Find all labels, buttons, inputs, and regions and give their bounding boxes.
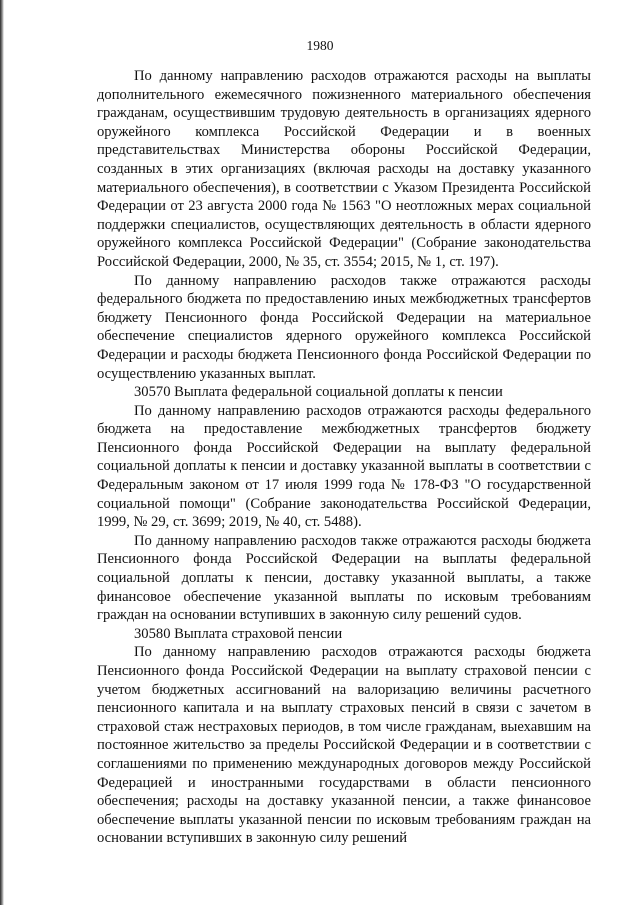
paragraph-insurance-pension: По данному направлению расходов отражаются расходы бюджета Пенсионного фонда Российской Федерации на выплату страховой пенсии с учетом бюджетных ассигнований на валоризацию величины расчетного пенсионного капитала и на выплату страховых пенсий в связи с зачетом в страховой стаж нестраховых периодов, в том числе гражданам, выехавшим на постоянное жительство за пределы Российской Федерации и в соответствии с соглашениями по применению международных договоров между Российской Федерацией и иностранными государствами в области пенсионного обеспечения; расходы на доставку указанной пенсии, а также финансовое обеспечение выплаты указанной пенсии по исковым требованиям граждан на основании вступивших в законную силу решений xyxy=(97,644,591,847)
section-heading-30580: 30580 Выплата страховой пенсии xyxy=(134,625,343,642)
paragraph-pension-fund-supplement: По данному направлению расходов также отражаются расходы бюджета Пенсионного фонда Российской Федерации на выплаты федеральной социальной доплаты к пенсии, доставку указанной выплаты, а также финансовое обеспечение указанной выплаты по исковым требованиям граждан на основании вступивших в законную силу решений судов. xyxy=(97,532,591,624)
page-number: 1980 xyxy=(306,38,334,53)
document-body xyxy=(97,67,591,848)
section-heading-30570: 30570 Выплата федеральной социальной доплаты к пенсии xyxy=(134,384,503,401)
paragraph-interbudget-transfers: По данному направлению расходов также отражаются расходы федерального бюджета по предоставлению иных межбюджетных трансфертов бюджету Пенсионного фонда Российской Федерации на материальное обеспечение специалистов ядерного оружейного комплекса Российской Федерации и расходы бюджета Пенсионного фонда Российской Федерации по осуществлению указанных выплат. xyxy=(97,272,591,382)
paragraph-federal-social-supplement: По данному направлению расходов отражаются расходы федерального бюджета на предоставление межбюджетных трансфертов бюджету Пенсионного фонда Российской Федерации на выплату федеральной социальной доплаты к пенсии и доставку указанной выплаты в соответствии с Федеральным законом от 17 июля 1999 года № 178-ФЗ "О государственной социальной помощи" (Собрание законодательства Российской Федерации, 1999, № 29, ст. 3699; 2019, № 40, ст. 5488). xyxy=(97,402,591,531)
scan-edge-shadow xyxy=(0,0,4,905)
paragraph-supplementary-support: По данному направлению расходов отражаются расходы на выплаты дополнительного ежемесячного пожизненного материального обеспечения гражданам, осуществившим трудовую деятельность в организациях ядерного оружейного комплекса Российской Федерации и в военных представительствах Министерства обороны Российской Федерации, созданных в этих организациях (включая расходы на доставку указанного материального обеспечения), в соответствии с Указом Президента Российской Федерации от 23 августа 2000 года № 1563 "О неотложных мерах социальной поддержки специалистов, осуществляющих деятельность в области ядерного оружейного комплекса Российской Федерации" (Собрание законодательства Российской Федерации, 2000, № 35, ст. 3554; 2015, № 1, ст. 197). xyxy=(97,68,591,270)
